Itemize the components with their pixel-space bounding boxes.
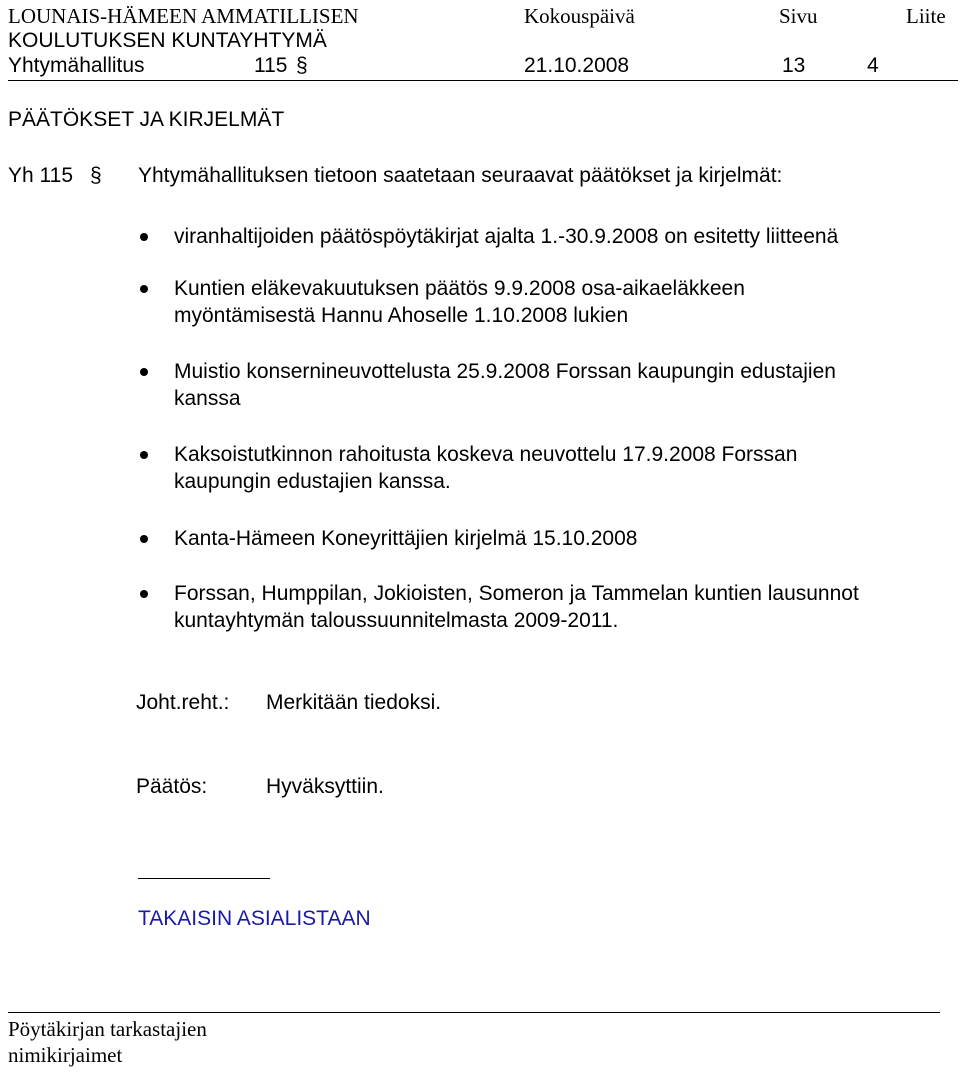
section-number: 115 [254, 54, 288, 77]
list-item-line1: viranhaltijoiden päätöspöytäkirjat ajalta 1.-30.9.2008 on esitetty liitteenä [174, 225, 839, 248]
meeting-date-label: Kokouspäivä [524, 4, 635, 28]
footer-rule [8, 1012, 940, 1013]
list-item-line2: kaupungin edustajien kanssa. [174, 470, 451, 493]
decision-label: Päätös: [136, 775, 208, 798]
bullet-icon [140, 590, 148, 598]
bullet-icon [140, 451, 148, 459]
decision-text: Hyväksyttiin. [266, 775, 384, 798]
list-item-line1: Kanta-Hämeen Koneyrittäjien kirjelmä 15.10.2008 [174, 527, 638, 550]
footer-line2: nimikirjaimet [8, 1043, 123, 1067]
section-sign: § [296, 54, 308, 77]
bullet-icon [140, 368, 148, 376]
page-title: PÄÄTÖKSET JA KIRJELMÄT [8, 108, 285, 131]
bullet-icon [140, 535, 148, 543]
list-item-line1: Kuntien eläkevakuutuksen päätös 9.9.2008 osa-aikaeläkkeen [174, 277, 745, 300]
list-item-line2: kuntayhtymän taloussuunnitelmasta 2009-2011. [174, 609, 619, 632]
header-rule [8, 80, 958, 81]
body-name: Yhtymähallitus [8, 54, 145, 77]
page-number: 13 [782, 54, 806, 77]
bullet-icon [140, 233, 148, 241]
section-intro: Yhtymähallituksen tietoon saatetaan seuraavat päätökset ja kirjelmät: [138, 164, 783, 187]
bullet-icon [140, 285, 148, 293]
org-name-line2: KOULUTUKSEN KUNTAYHTYMÄ [8, 29, 327, 52]
list-item-line1: Muistio konsernineuvottelusta 25.9.2008 Forssan kaupungin edustajien [174, 360, 836, 383]
attachment-label: Liite [906, 4, 946, 28]
list-item-line2: myöntämisestä Hannu Ahoselle 1.10.2008 lukien [174, 304, 629, 327]
link-separator [138, 878, 270, 879]
section-label: Yh 115 [8, 164, 73, 187]
list-item-line1: Forssan, Humppilan, Jokioisten, Someron ja Tammelan kuntien lausunnot [174, 582, 859, 605]
section-sign-icon: § [90, 164, 102, 187]
page-label: Sivu [779, 4, 818, 28]
proposal-text: Merkitään tiedoksi. [266, 691, 442, 714]
attachment-number: 4 [867, 54, 879, 77]
list-item-line1: Kaksoistutkinnon rahoitusta koskeva neuvottelu 17.9.2008 Forssan [174, 443, 798, 466]
footer-line1: Pöytäkirjan tarkastajien [8, 1017, 207, 1041]
list-item-line2: kanssa [174, 387, 241, 410]
meeting-date: 21.10.2008 [524, 54, 630, 77]
org-name-line1: LOUNAIS-HÄMEEN AMMATILLISEN [8, 4, 359, 28]
back-to-agenda-link[interactable]: TAKAISIN ASIALISTAAN [138, 907, 371, 930]
proposal-label: Joht.reht.: [136, 691, 230, 714]
